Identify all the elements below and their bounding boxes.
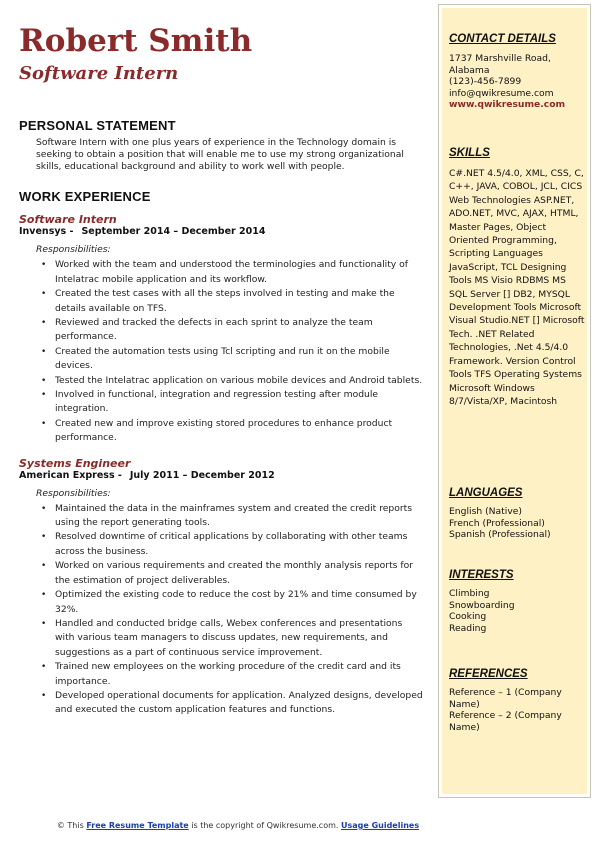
list-item: • Involved in functional, integration and regression testing after module integration. — [55, 388, 423, 417]
responsibilities-list — [19, 502, 424, 718]
interests-heading: INTERESTS — [449, 569, 514, 581]
language-item: Spanish (Professional) — [449, 529, 551, 541]
contact-address: 1737 Marshville Road, Alabama — [449, 53, 551, 76]
job-company: American Express - — [19, 469, 122, 481]
job-company: Invensys - — [19, 226, 74, 238]
footer-copyright: is the copyright of Qwikresume.com. — [191, 821, 339, 830]
list-item: • Worked on various requirements and created the monthly analysis reports for the estimation of project deliverables. — [55, 559, 423, 588]
interest-item: Reading — [449, 622, 487, 634]
list-item: • Resolved downtime of critical applications by collaborating with other teams across the business. — [55, 530, 423, 559]
list-item: • Trained new employees on the working procedure of the credit card and its importance. — [55, 660, 423, 689]
footer — [0, 821, 476, 830]
responsibilities-list — [19, 258, 424, 445]
work-experience-heading: WORK EXPERIENCE — [19, 189, 151, 205]
footer-prefix: © This — [56, 821, 84, 830]
responsibilities-label: Responsibilities: — [36, 487, 111, 499]
reference-item: Reference – 1 (Company Name) — [449, 687, 562, 710]
list-item: • Created new and improve existing stored procedures to enhance product performance. — [55, 417, 423, 446]
contact-phone: (123)-456-7899 — [449, 76, 522, 88]
skills-section — [449, 146, 585, 408]
job-dates: July 2011 – December 2012 — [129, 469, 275, 481]
list-item: • Handled and conducted bridge calls, Webex conferences and presentations with various team managers to discuss updates, new requirements, and suggestions as a part of continuous service improvement. — [55, 617, 423, 660]
job-meta — [19, 226, 424, 238]
personal-statement-heading: PERSONAL STATEMENT — [19, 118, 176, 133]
sidebar — [442, 8, 587, 794]
personal-statement-text: Software Intern with one plus years of experience in the Technology domain is seeking to obtain a position that will enable me to use my strong organizational skills, educational background and ability to work well with people. — [36, 137, 404, 172]
reference-item: Reference – 2 (Company Name) — [449, 710, 562, 733]
references-heading: REFERENCES — [449, 668, 528, 680]
contact-heading: CONTACT DETAILS — [449, 33, 556, 45]
job-entry — [19, 213, 424, 445]
job-meta — [19, 470, 424, 482]
skills-heading: SKILLS — [449, 147, 490, 159]
language-item: French (Professional) — [449, 517, 545, 529]
job-dates: September 2014 – December 2014 — [81, 226, 266, 238]
list-item: • Created the test cases with all the steps involved in testing and make the details available on TFS. — [55, 287, 423, 316]
candidate-role: Software Intern — [19, 63, 179, 84]
contact-website[interactable]: www.qwikresume.com — [449, 99, 566, 111]
list-item: • Optimized the existing code to reduce the cost by 21% and time consumed by 32%. — [55, 588, 423, 617]
list-item: • Tested the Intelatrac application on various mobile devices and Android tablets. — [55, 374, 423, 388]
job-title: Software Intern — [19, 213, 117, 227]
skills-text: C#.NET 4.5/4.0, XML, CSS, C, C++, JAVA, COBOL, JCL, CICS Web Technologies ASP.NET, ADO.NET, MVC, AJAX, HTML, Master Pages, Object Oriented Programming, Scripting Languages JavaScript, TCL Designing Tools MS Visio RDBMS MS SQL Server [] DB2, MYSQL Development Tools Microsoft Visual Studio.NET [] Microsoft Tech. .NET Related Technologies, .Net 4.5/4.0 Framework. Version Control Tools TFS Operating Systems Microsoft Windows 8/7/Vista/XP, Macintosh — [449, 168, 585, 407]
interest-item: Snowboarding — [449, 599, 515, 611]
responsibilities-label: Responsibilities: — [36, 244, 111, 256]
free-resume-template-link[interactable]: Free Resume Template — [86, 821, 189, 830]
candidate-name: Robert Smith — [19, 23, 253, 59]
list-item: • Developed operational documents for application. Analyzed designs, developed and executed the custom application features and functions. — [55, 689, 423, 718]
language-item: English (Native) — [449, 506, 523, 517]
job-title: Systems Engineer — [19, 456, 131, 470]
main-column — [19, 22, 424, 718]
contact-section — [449, 32, 585, 111]
list-item: • Reviewed and tracked the defects in each sprint to analyze the team performance. — [55, 316, 423, 345]
job-entry — [19, 457, 424, 718]
references-section — [449, 667, 585, 733]
list-item: • Worked with the team and understood the terminologies and functionality of Intelatrac mobile application and its workflow. — [55, 258, 423, 287]
languages-heading: LANGUAGES — [449, 487, 523, 499]
list-item: • Created the automation tests using Tcl scripting and run it on the mobile devices. — [55, 345, 423, 374]
list-item: • Maintained the data in the mainframes system and created the credit reports using the report generating tools. — [55, 502, 423, 531]
interest-item: Climbing — [449, 588, 490, 599]
usage-guidelines-link[interactable]: Usage Guidelines — [340, 821, 420, 830]
languages-section — [449, 486, 585, 541]
interest-item: Cooking — [449, 611, 487, 623]
interests-section — [449, 568, 585, 634]
contact-email[interactable]: info@qwikresume.com — [449, 87, 554, 99]
